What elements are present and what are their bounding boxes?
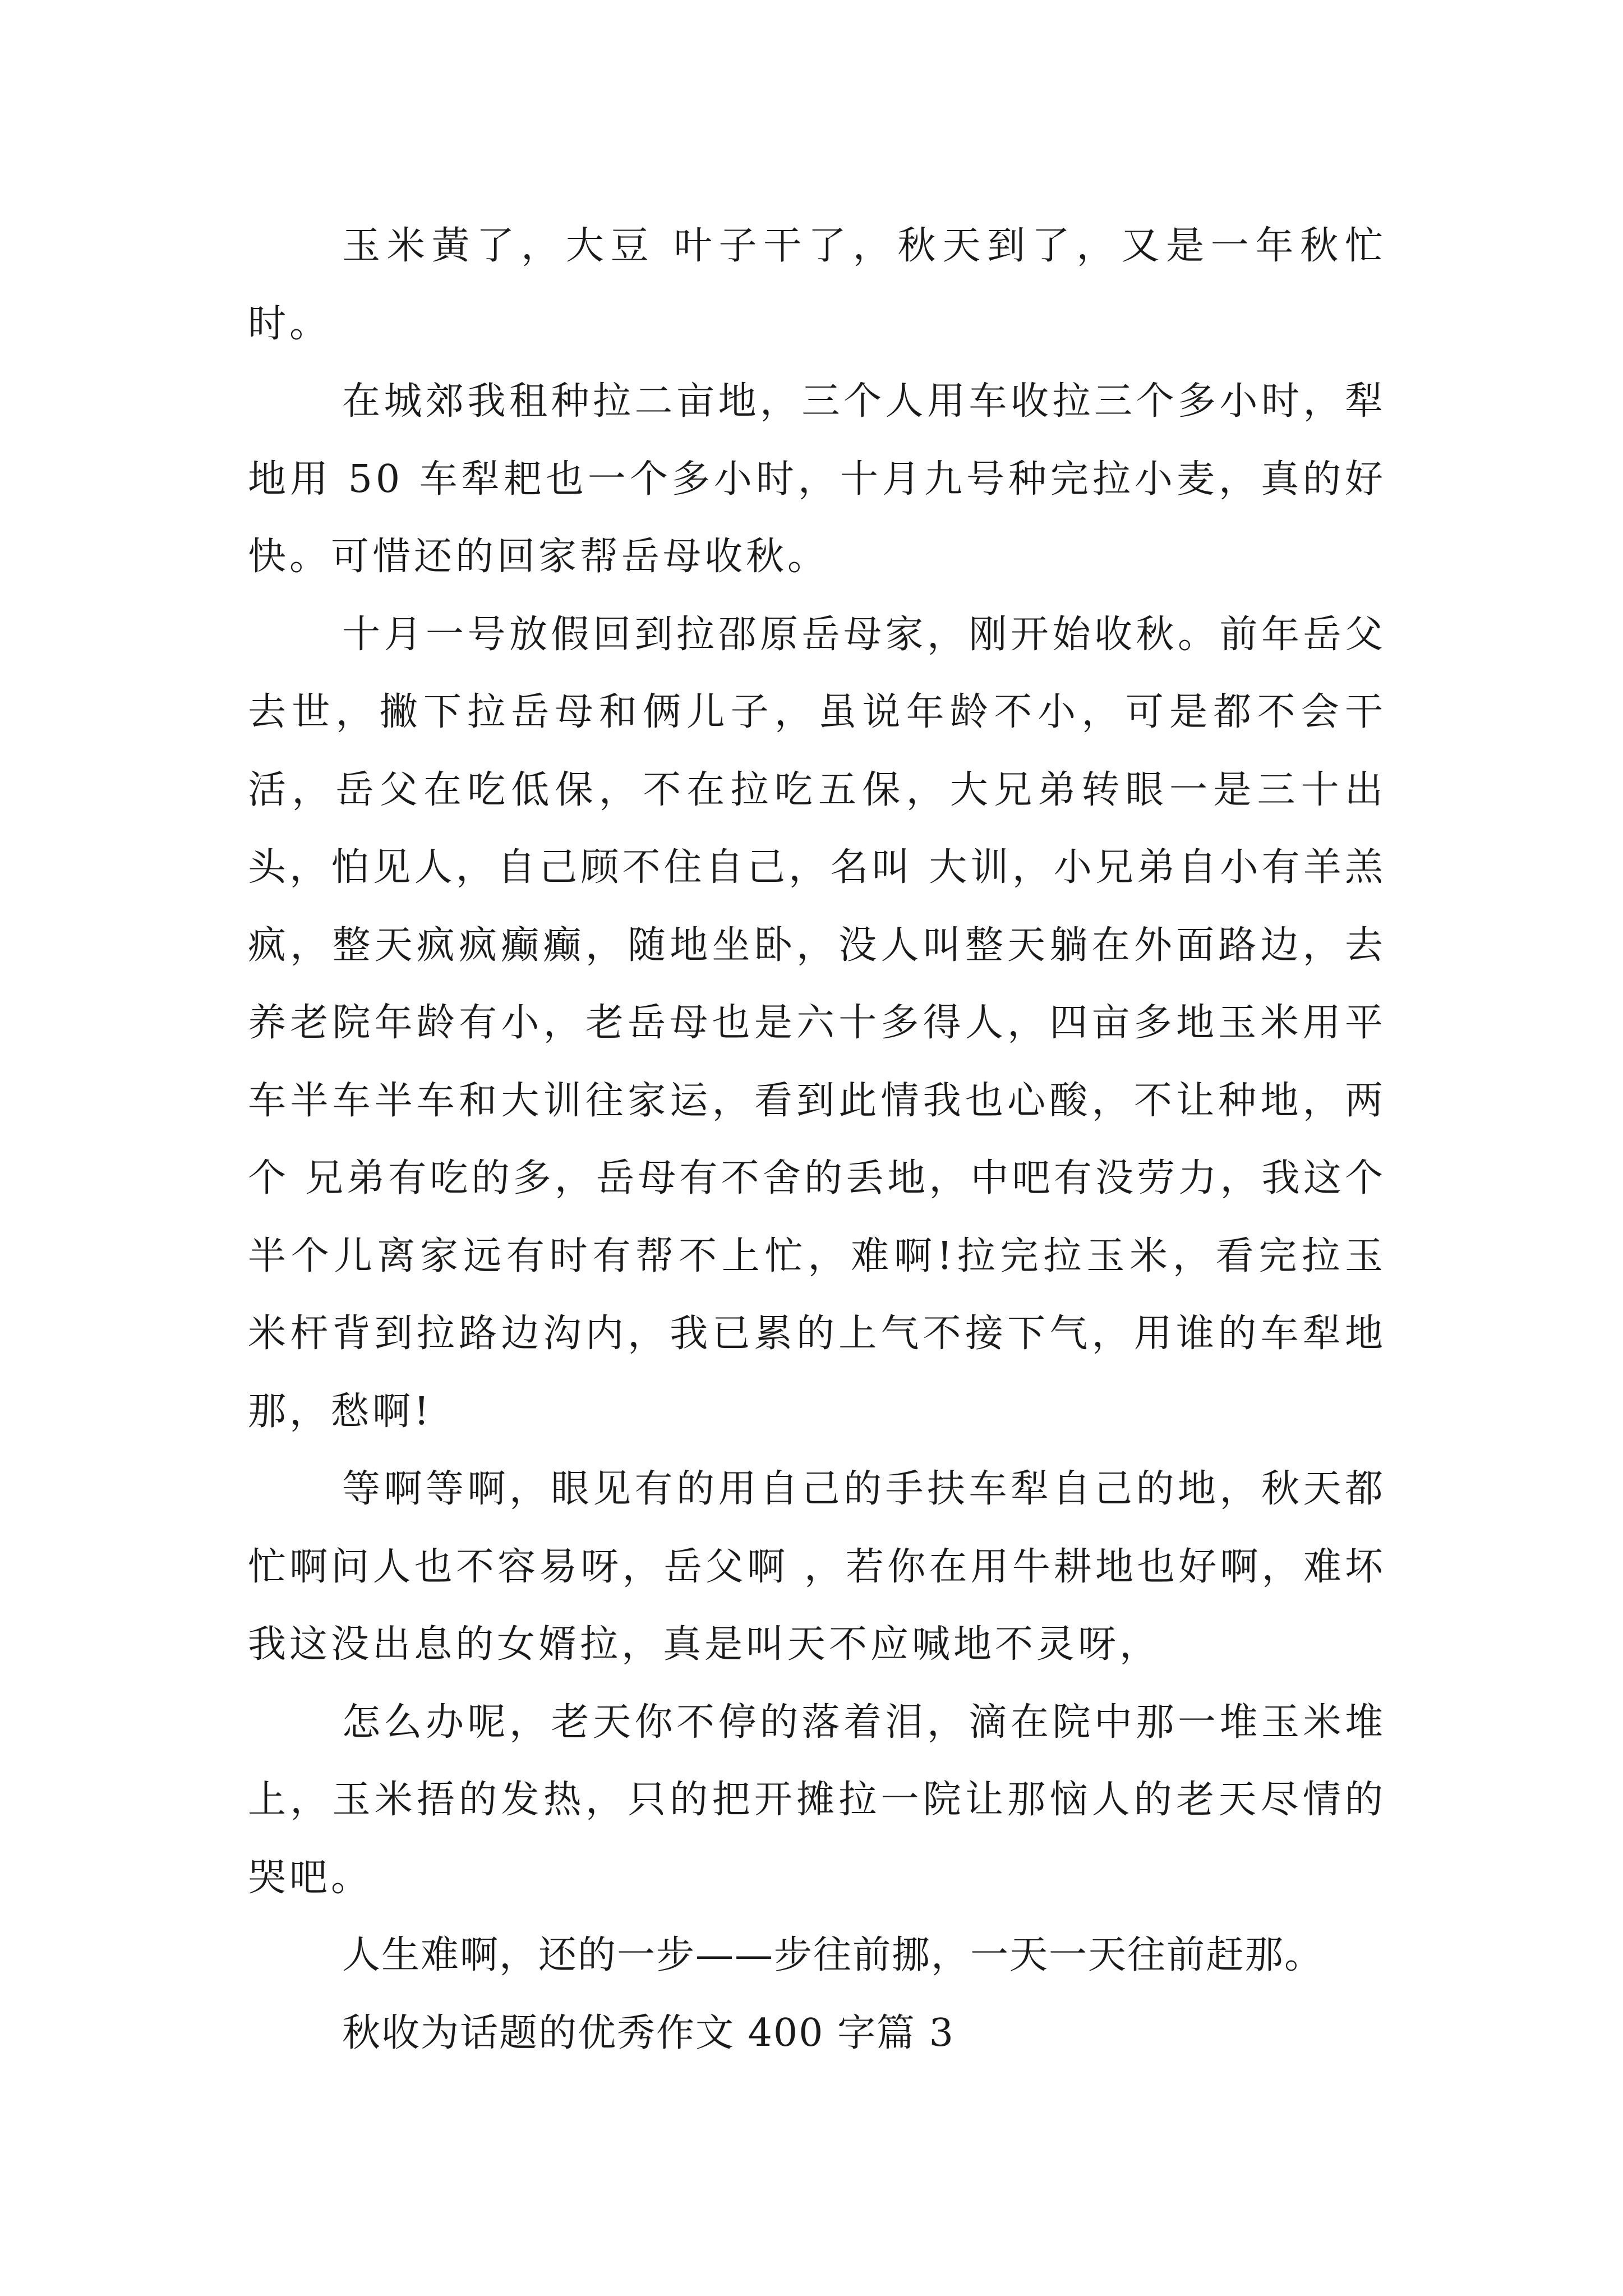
paragraph-life-is-hard: 人生难啊，还的一步——步往前挪，一天一天往前赶那。: [342, 1933, 1324, 1977]
paragraph-waiting: 等啊等啊，眼见有的用自己的手扶车犁自己的地，秋天都忙啊问人也不容易呀，岳父啊 ，若你在用牛耕地也好啊，难坏我这没出息的女婿拉，真是叫天不应喊地不灵呀，: [248, 1467, 1386, 1667]
paragraph-suburb-farming: 在城郊我租种拉二亩地，三个人用车收拉三个多小时，犁地用 50 车犁耙也一个多小时，十月九号种完拉小麦，真的好快。可惜还的回家帮岳母收秋。: [248, 379, 1386, 579]
section-heading: 秋收为话题的优秀作文 400 字篇 3: [342, 2010, 955, 2055]
paragraph-rain: 怎么办呢，老天你不停的落着泪，滴在院中那一堆玉米堆上，玉米捂的发热，只的把开摊拉一院让那恼人的老天尽情的哭吧。: [248, 1700, 1386, 1900]
essay-body: [248, 208, 1386, 2072]
paragraph-harvest-intro: 玉米黃了，大豆 叶子干了，秋天到了，又是一年秋忙时。: [248, 224, 1386, 346]
paragraph-mother-in-law-family: 十月一号放假回到拉邵原岳母家，刚开始收秋。前年岳父去世，撇下拉岳母和俩儿子，虽说年龄不小，可是都不会干活，岳父在吃低保，不在拉吃五保，大兄弟转眼一是三十出头，怕见人，自己顾不住自己，名叫 大训，小兄弟自小有羊羔疯，整天疯疯癫癫，随地坐卧，没人叫整天躺在外面路边，去养老院年龄有小，老岳母也是六十多得人，四亩多地玉米用平车半车半车和大训往家运，看到此情我也心酸，不让种地，两个 兄弟有吃的多，岳母有不舍的丢地，中吧有没劳力，我这个半个儿离家远有时有帮不上忙，难啊!拉完拉玉米，看完拉玉米杆背到拉路边沟内，我已累的上气不接下气，用谁的车犁地那，愁啊!: [248, 612, 1386, 1434]
